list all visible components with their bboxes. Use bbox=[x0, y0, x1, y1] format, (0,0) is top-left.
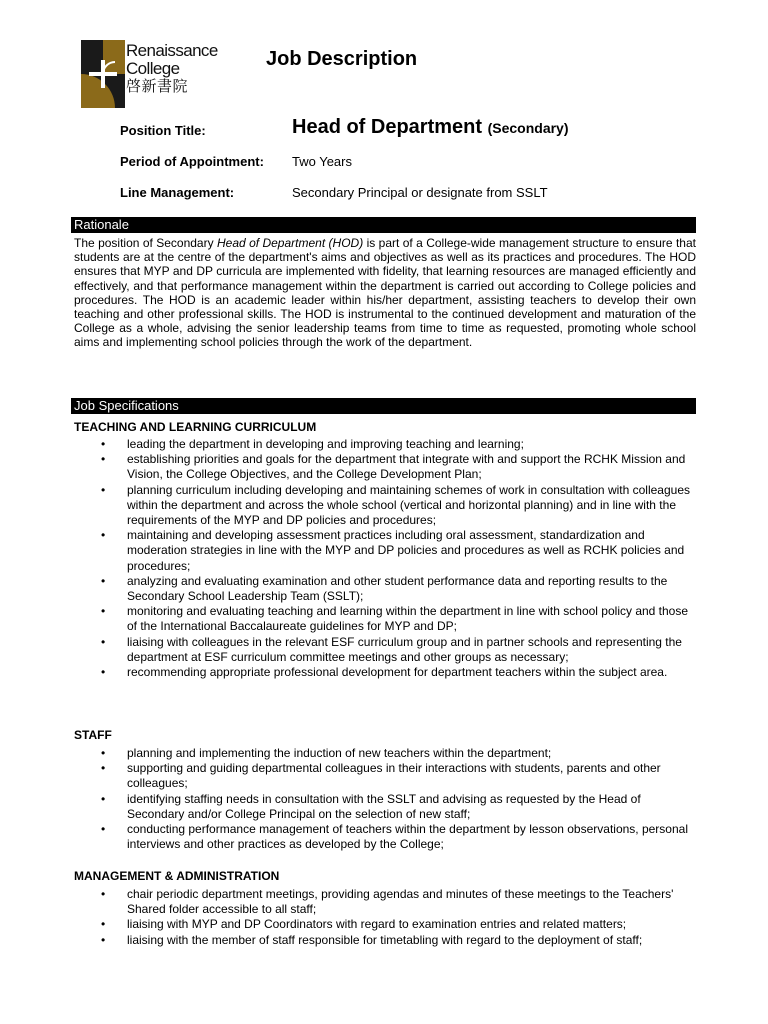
teaching-section-title: TEACHING AND LEARNING CURRICULUM bbox=[74, 420, 317, 434]
rationale-paragraph bbox=[74, 236, 696, 350]
list-item: • maintaining and developing assessment practices including oral assessment, standardization and moderation strategies in line with the MYP and DP policies and procedures as well as RCHK policies and procedures; bbox=[101, 528, 691, 574]
period-value: Two Years bbox=[292, 154, 352, 169]
list-item: • liaising with the member of staff responsible for timetabling with regard to the deployment of staff; bbox=[101, 933, 691, 948]
college-crest-icon bbox=[81, 40, 125, 108]
logo-line3: 啓新書院 bbox=[126, 78, 189, 95]
position-main: Head of Department bbox=[292, 116, 483, 138]
list-item: • analyzing and evaluating examination and other student performance data and reporting results to the Secondary School Leadership Team (SSLT); bbox=[101, 574, 691, 604]
list-item: • recommending appropriate professional development for department teachers within the subject area. bbox=[101, 665, 691, 680]
list-item: • liaising with MYP and DP Coordinators with regard to examination entries and related matters; bbox=[101, 917, 691, 932]
position-row bbox=[120, 118, 680, 144]
rationale-heading: Rationale bbox=[71, 217, 696, 233]
rationale-text-italic: Head of Department (HOD) bbox=[216, 236, 364, 250]
logo-line2: College bbox=[126, 59, 180, 78]
list-item: • leading the department in developing and improving teaching and learning; bbox=[101, 437, 691, 452]
list-item: • identifying staffing needs in consultation with the SSLT and advising as requested by the Head of Secondary and/or College Principal on the selection of new staff; bbox=[101, 792, 691, 822]
staff-list bbox=[101, 746, 691, 852]
rationale-text-start: The position of Secondary bbox=[74, 236, 217, 250]
logo-text bbox=[126, 42, 218, 96]
line-management-label: Line Management: bbox=[120, 185, 235, 200]
period-row bbox=[120, 154, 680, 172]
logo-line1: Renaissance bbox=[126, 41, 218, 60]
rationale-text-rest: is part of a College-wide management structure to ensure that students are at the centre of the department's aims and objectives as well as its practices and procedures. The HOD ensures that MYP and DP curricula are implemented with fidelity, that learning resources are managed efficiently and effectively, and that performance management within the department is carried out according to College policies and procedures. The HOD is an academic leader within his/her department, assisting teachers to develop their own teaching and other professional skills. The HOD is instrumental to the continued development and maturation of the College as a whole, advising the senior leadership teams from time to time as requested, promoting whole school aims and implementing school policies through the work of the department. bbox=[74, 236, 696, 350]
management-section-title: MANAGEMENT & ADMINISTRATION bbox=[74, 869, 280, 883]
job-specifications-heading: Job Specifications bbox=[71, 398, 696, 414]
line-management-value: Secondary Principal or designate from SSLT bbox=[292, 185, 548, 200]
management-list bbox=[101, 887, 691, 948]
staff-section-title: STAFF bbox=[74, 728, 112, 742]
period-label: Period of Appointment: bbox=[120, 154, 264, 169]
list-item: • monitoring and evaluating teaching and learning within the department in line with school policy and those of the International Baccalaureate guidelines for MYP and DP; bbox=[101, 604, 691, 634]
position-sub: (Secondary) bbox=[487, 120, 569, 136]
list-item: • planning and implementing the induction of new teachers within the department; bbox=[101, 746, 691, 761]
document-title: Job Description bbox=[266, 48, 418, 70]
teaching-list bbox=[101, 437, 691, 680]
position-value bbox=[292, 116, 569, 139]
position-label: Position Title: bbox=[120, 123, 206, 138]
list-item: • chair periodic department meetings, providing agendas and minutes of these meetings to the Teachers' Shared folder accessible to all staff; bbox=[101, 887, 691, 917]
list-item: • supporting and guiding departmental colleagues in their interactions with students, parents and other colleagues; bbox=[101, 761, 691, 791]
college-logo bbox=[81, 40, 218, 110]
list-item: • planning curriculum including developing and maintaining schemes of work in consultation with colleagues within the department and across the whole school (vertical and horizontal planning) and in line with the requirements of the MYP and DP policies and procedures; bbox=[101, 483, 691, 529]
list-item: • liaising with colleagues in the relevant ESF curriculum group and in partner schools and representing the department at ESF curriculum committee meetings and other groups as necessary; bbox=[101, 635, 691, 665]
list-item: • establishing priorities and goals for the department that integrate with and support the RCHK Mission and Vision, the College Objectives, and the College Development Plan; bbox=[101, 452, 691, 482]
line-management-row bbox=[120, 185, 680, 203]
list-item: • conducting performance management of teachers within the department by lesson observations, personal interviews and other practices as developed by the College; bbox=[101, 822, 691, 852]
